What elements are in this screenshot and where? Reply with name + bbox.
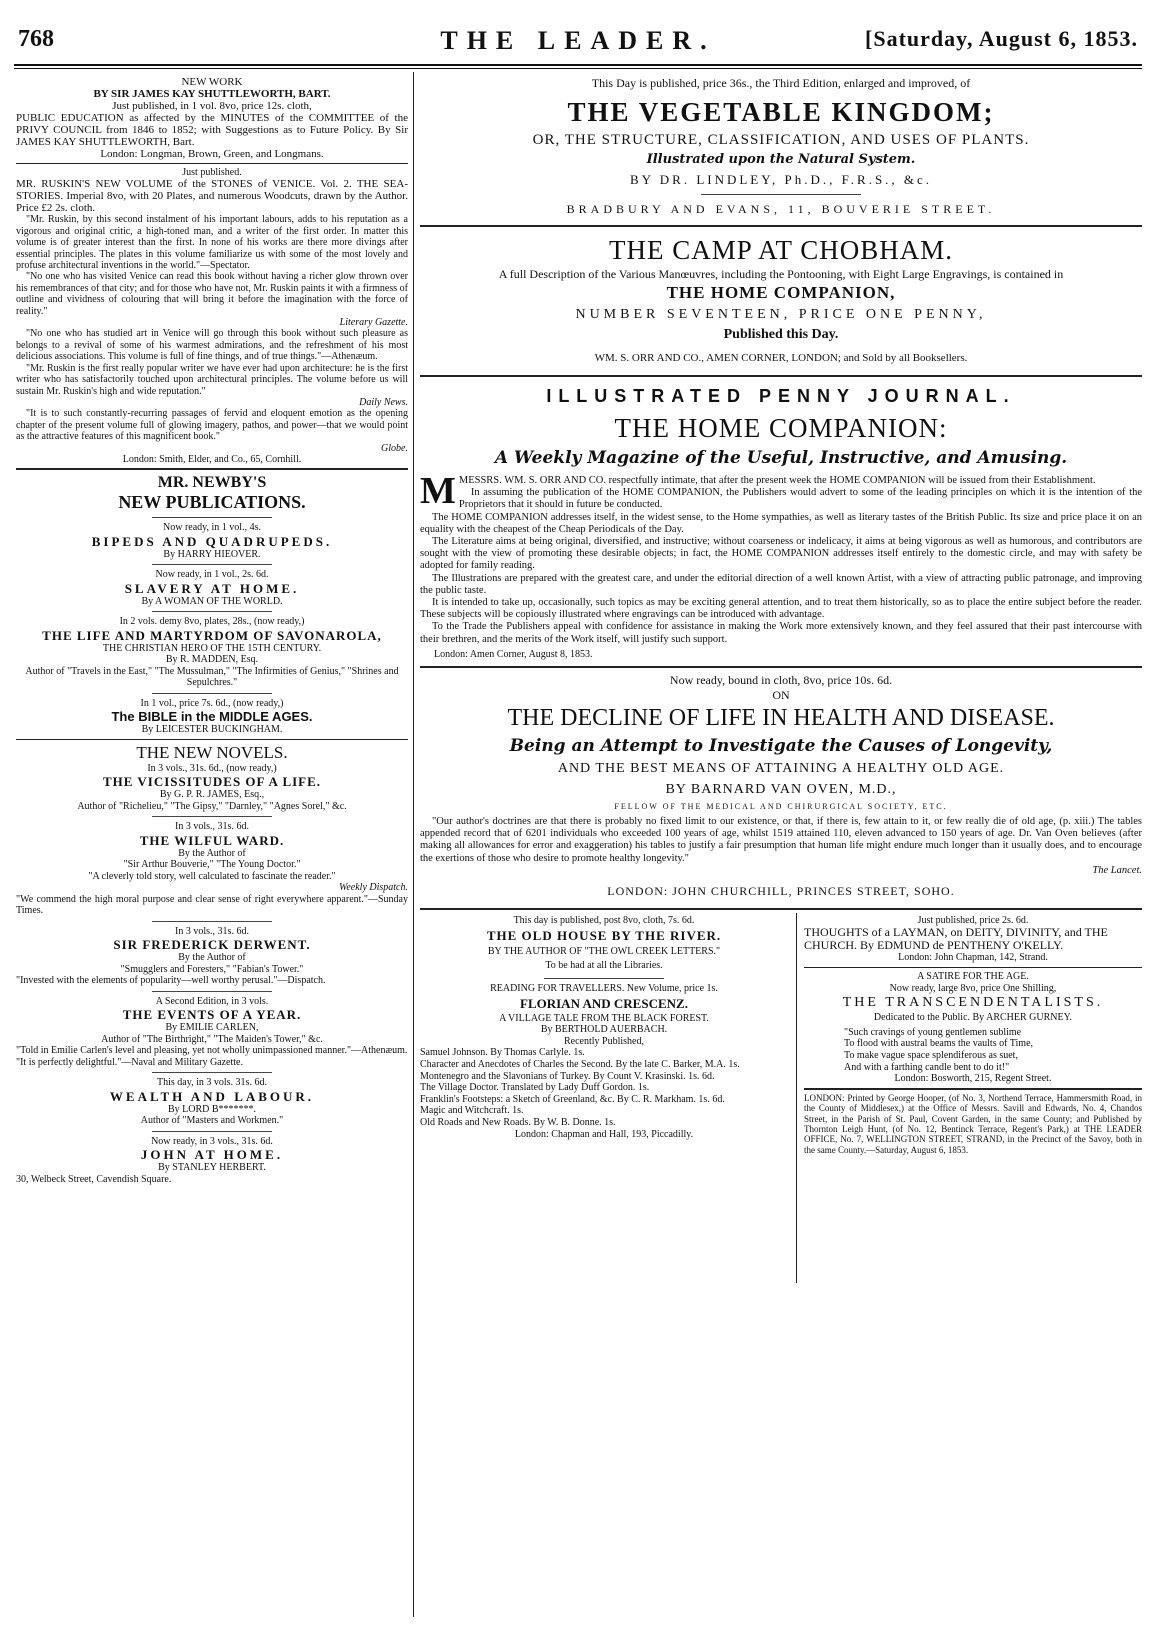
review-quote: "Our author's doctrines are that there is probably no fixed limit to our existence, or that, if there is, few attain to it, or few really die of old age, (p. xiii.) The tables appended record that of 6201 individuals who exceeded 100 years of age, whilst 1519 attained 110, eleven advanced to 150 years of age. Dr. Van Oven believes (after making all allowances for error and exaggeration) his tables to justify a fair presumption that human life might endure much longer than it usually does, and to encourage the exertions of those who desire to promote healthy longevity." [420, 816, 1142, 864]
ad-decline-of-life [420, 673, 1142, 905]
publisher-address: 30, Welbeck Street, Cavendish Square. [16, 1173, 172, 1185]
ad-ruskin [16, 167, 408, 465]
ad-shuttleworth [16, 76, 408, 160]
satire-heading: A SATIRE FOR THE AGE. [917, 971, 1029, 983]
book-price: This day is published, post 8vo, cloth, 7s. 6d. [513, 914, 695, 926]
book-price: Now ready, bound in cloth, 8vo, price 10s. 6d. [669, 673, 893, 688]
ad-publisher: London: Longman, Brown, Green, and Longmans. [100, 148, 324, 160]
ad-intro: This Day is published, price 36s., the Third Edition, enlarged and improved, of [591, 76, 971, 90]
ad-label: Just published. [182, 167, 242, 178]
ad-description: A full Description of the Various Manœuvres, including the Pontooning, with Eight Large Engravings, is contained in [498, 267, 1064, 281]
divider [152, 921, 272, 922]
divider [152, 991, 272, 992]
ad-publisher: London: Smith, Elder, and Co., 65, Cornhill. [122, 453, 302, 465]
book-subtitle: AND THE BEST MEANS OF ATTAINING A HEALTHY OLD AGE. [557, 761, 1005, 777]
divider [152, 611, 272, 612]
book-title: THE LIFE AND MARTYRDOM OF SAVONAROLA, [42, 627, 382, 643]
ad-vegetable-kingdom [420, 76, 1142, 219]
book-author: By STANLEY HERBERT. [158, 1162, 266, 1174]
review-quote: "No one who has studied art in Venice will go through this book without such pleasure as belongs to a revival of some of his warmest admirations, and the refreshment of his most delicious associations. This volume is full of fine things, and of true things."—Athenæum. [16, 328, 408, 363]
book-note: "Smugglers and Foresters," "Fabian's Tower." [120, 963, 304, 975]
book-title: THE TRANSCENDENTALISTS. [842, 995, 1104, 1011]
book-author: By EMILIE CARLEN, [165, 1022, 259, 1034]
book-price: A Second Edition, in 3 vols. [155, 995, 269, 1007]
left-column [16, 76, 408, 1616]
list-item: Old Roads and New Roads. By W. B. Donne. 1s. [420, 1116, 616, 1128]
page-number: 768 [18, 26, 54, 52]
book-author: By HARRY HIEOVER. [163, 548, 261, 560]
book-list [420, 1047, 788, 1128]
recent-heading: Recently Published, [564, 1035, 644, 1047]
review-quote: "No one who has visited Venice can read this book without having a richer glow thrown over his remembrances of that city; and for those who have not, Mr. Ruskin paints it with a firmness of outline and vividness of colouring that will bring it before the imagination with the force of reality." [16, 271, 408, 317]
book-price: Now ready, in 1 vol., 4s. [163, 522, 261, 534]
ad-camp-chobham [420, 233, 1142, 371]
book-author: By the Author of [178, 847, 246, 859]
book-note: Author of "Richelieu," "The Gipsy," "Darnley," "Agnes Sorel," &c. [77, 800, 347, 812]
book-preposition: ON [772, 688, 790, 703]
book-price: Just published, price 2s. 6d. [917, 914, 1029, 926]
book-price: Now ready, large 8vo, price One Shilling, [889, 982, 1057, 994]
review-source: Weekly Dispatch. [338, 882, 408, 894]
masthead-rule [14, 64, 1142, 69]
ad-author: BY SIR JAMES KAY SHUTTLEWORTH, BART. [93, 88, 331, 100]
book-title: THE DECLINE OF LIFE IN HEALTH AND DISEASE. [507, 705, 1055, 732]
book-title: THE WILFUL WARD. [139, 832, 285, 848]
book-title: SIR FREDERICK DERWENT. [113, 937, 311, 953]
book-title: THE VEGETABLE KINGDOM; [567, 97, 995, 127]
divider [16, 739, 408, 740]
divider [544, 978, 664, 979]
divider [804, 1088, 1142, 1090]
ad-thoughts-layman [804, 913, 1142, 1155]
masthead [14, 26, 1142, 66]
ad-publisher: BRADBURY AND EVANS, 11, BOUVERIE STREET. [566, 202, 996, 216]
divider [420, 225, 1142, 227]
column-divider [413, 72, 414, 1617]
drop-cap: M [420, 470, 456, 512]
divider [16, 163, 408, 164]
publisher-heading: NEW PUBLICATIONS. [118, 492, 306, 513]
book-author: By LORD B*******. [167, 1103, 257, 1115]
list-item: Franklin's Footsteps: a Sketch of Greenland, &c. By C. R. Markham. 1s. 6d. [420, 1093, 725, 1105]
ad-label: NEW WORK [181, 76, 243, 88]
book-title: THOUGHTS of a LAYMAN, on DEITY, DIVINITY, and THE CHURCH. By EDMUND de PENTHENY O'KELLY. [804, 925, 1108, 953]
series-heading: READING FOR TRAVELLERS. New Volume, price 1s. [490, 983, 718, 995]
book-note: Author of "Masters and Workmen." [140, 1115, 284, 1127]
ad-publisher: London: Chapman and Hall, 193, Piccadilly. [514, 1128, 694, 1140]
book-subtitle: THE CHRISTIAN HERO OF THE 15TH CENTURY. [102, 642, 322, 654]
review-quote: "Told in Emilie Carlen's level and pleasing, yet not wholly unimpassioned manner."—Athenæum. [16, 1045, 408, 1057]
divider [420, 908, 1142, 910]
divider [152, 1072, 272, 1073]
book-title: THE VICISSITUDES OF A LIFE. [102, 774, 322, 790]
book-price: This day, in 3 vols. 31s. 6d. [157, 1077, 267, 1089]
verse-line: And with a farthing candle bent to do it!" [844, 1061, 1010, 1073]
review-quote: "It is to such constantly-recurring passages of fervid and eloquent emotion as the opening chapter of the present volume full of glowing imagery, pathos, and power—that we would point as the attractive features of this magnificent book." [16, 408, 408, 443]
divider [804, 967, 1142, 968]
paragraph: In assuming the publication of the HOME COMPANION, the Publishers would advert to some of the leading principles on which it is the intention of the Proprietors that it should in future be conducted. [458, 487, 1142, 511]
book-price: In 2 vols. demy 8vo, plates, 28s., (now ready,) [119, 616, 305, 628]
book-title: WEALTH AND LABOUR. [109, 1088, 315, 1104]
ad-home-companion [420, 381, 1142, 661]
magazine-name: THE HOME COMPANION, [666, 283, 896, 302]
review-source: Literary Gazette. [339, 317, 408, 329]
book-title: The BIBLE in the MIDDLE AGES. [111, 709, 313, 725]
verse [804, 1027, 1142, 1073]
paragraph: The Illustrations are prepared with the greatest care, and under the editorial direction of a well known Artist, with a view of attracting public patronage, and improving the public taste. [420, 572, 1142, 596]
book-price: In 3 vols., 31s. 6d., (now ready,) [147, 762, 277, 774]
list-item: The Village Doctor. Translated by Lady Duff Gordon. 1s. [420, 1082, 650, 1094]
ad-newby [16, 473, 408, 1185]
ad-title: MR. RUSKIN'S NEW VOLUME of the STONES of VENICE. Vol. 2. THE SEA-STORIES. Imperial 8vo, with 20 Plates, and numerous Woodcuts, drawn by the Author. Price £2 2s. cloth. [16, 178, 408, 215]
review-quote: "Mr. Ruskin, by this second instalment of his important labours, adds to his reputation as a vigorous and original critic, a high-toned man, and a writer of the first order. In matter this volume is of greater interest than the first. In none of his works are there more divings after essential principles. The plates in this volume familiarize us with some of the most lovely and profuse architectural inventions in the world."—Spectator. [16, 214, 408, 272]
divider [152, 517, 272, 518]
ad-publisher: LONDON: JOHN CHURCHILL, PRINCES STREET, SOHO. [607, 883, 955, 898]
book-note: "Sir Arthur Bouverie," "The Young Doctor." [123, 859, 301, 871]
subheadline: A Weekly Magazine of the Useful, Instructive, and Amusing. [494, 448, 1068, 468]
book-title: SLAVERY AT HOME. [124, 580, 300, 596]
book-price: In 3 vols., 31s. 6d. [175, 925, 249, 937]
ad-publisher: London: John Chapman, 142, Strand. [898, 952, 1048, 964]
book-title: FLORIAN AND CRESCENZ. [520, 995, 688, 1011]
book-author: BY BARNARD VAN OVEN, M.D., [665, 782, 897, 798]
book-title: THE OLD HOUSE BY THE RIVER. [486, 928, 722, 944]
book-price: In 1 vol., price 7s. 6d., (now ready,) [140, 697, 284, 709]
book-title: JOHN AT HOME. [140, 1147, 284, 1163]
book-subtitle: A VILLAGE TALE FROM THE BLACK FOREST. [499, 1012, 709, 1024]
book-author: By A WOMAN OF THE WORLD. [141, 595, 283, 607]
paragraph: It is intended to take up, occasionally, such topics as may be exciting general attention, and to treat them historically, so as to place the entire subject before the reader. These subjects will be copiously illustrated where engravings can be introduced with advantage. [420, 597, 1142, 621]
author-credentials: FELLOW OF THE MEDICAL AND CHIRURGICAL SOCIETY, ETC. [614, 802, 948, 812]
divider [701, 194, 861, 195]
divider [16, 468, 408, 470]
list-item: Samuel Johnson. By Thomas Carlyle. 1s. [420, 1047, 585, 1059]
review-quote: "It is perfectly delightful."—Naval and Military Gazette. [16, 1056, 243, 1068]
verse-line: To flood with austral beams the vaults of Time, [844, 1038, 1034, 1050]
paragraph: The HOME COMPANION addresses itself, in the widest sense, to the Home sympathies, as well as literary tastes of the British Public. Its size and price place it on an equality with the cheapest of the Cheap Periodicals of the Day. [420, 511, 1142, 535]
list-item: Montenegro and the Slavonians of Turkey. By Count V. Krasinski. 1s. 6d. [420, 1070, 715, 1082]
ad-publisher: London: Bosworth, 215, Regent Street. [894, 1073, 1052, 1085]
divider [420, 666, 1142, 668]
publish-note: Published this Day. [723, 327, 839, 342]
ad-publisher: WM. S. ORR AND CO., AMEN CORNER, LONDON; and Sold by all Booksellers. [594, 352, 968, 364]
paragraph: MMESSRS. WM. S. ORR AND CO. respectfully intimate, that after the present week the HOME COMPANION will be issued from their Establishment. [420, 470, 1096, 512]
ad-title: PUBLIC EDUCATION as affected by the MINUTES of the COMMITTEE of the PRIVY COUNCIL from 1846 to 1852; with Suggestions as to Future Policy. By Sir JAMES KAY SHUTTLEWORTH, Bart. [16, 112, 408, 148]
divider [152, 693, 272, 694]
book-price: Now ready, in 1 vol., 2s. 6d. [155, 569, 269, 581]
issue-number: NUMBER SEVENTEEN, PRICE ONE PENNY, [575, 307, 987, 322]
divider [420, 375, 1142, 377]
verse-line: To make vague space splendiferous as suet, [844, 1050, 1018, 1062]
book-author: BY THE AUTHOR OF "THE OWL CREEK LETTERS." [487, 946, 721, 958]
book-title: BIPEDS AND QUADRUPEDS. [91, 533, 333, 549]
review-quote: "A cleverly told story, well calculated to fascinate the reader." [88, 870, 336, 882]
book-author: By G. P. R. JAMES, Esq., [159, 789, 265, 801]
availability-note: To be had at all the Libraries. [545, 960, 663, 972]
book-price: Now ready, in 3 vols., 31s. 6d. [151, 1135, 273, 1147]
book-subtitle: Being an Attempt to Investigate the Causes of Longevity, [509, 736, 1053, 757]
list-item: Character and Anecdotes of Charles the Second. By the late C. Barker, M.A. 1s. [420, 1059, 740, 1071]
book-author: By LEICESTER BUCKINGHAM. [141, 724, 283, 736]
book-author: By the Author of [178, 952, 246, 964]
book-author: By R. MADDEN, Esq. [165, 654, 259, 666]
review-quote: "Mr. Ruskin is the first really popular writer we have ever had upon architecture: he is the first writer who has satisfactorily touched upon architectural principles. The volume before us will sustain Mr. Ruskin's high and wide reputation." [16, 362, 408, 397]
book-note: Author of "The Birthright," "The Maiden's Tower," &c. [101, 1033, 323, 1045]
review-source: Daily News. [359, 396, 408, 408]
bottom-ads [420, 913, 1142, 1285]
list-item: Magic and Witchcraft. 1s. [420, 1105, 524, 1117]
paragraph: To the Trade the Publishers appeal with confidence for assistance in making the Work more extensively known, and they feel assured that their past intercourse with their brethren, and the merits of the Work itself, will justify such support. [420, 621, 1142, 645]
paragraph: The Literature aims at being original, diversified, and instructive; without coarseness or indelicacy, it aims at being vigorous as well as humorous, and contributors are sought with the view of promoting these desirable objects; in fact, the HOME COMPANION addresses itself entirely to the domestic circle, and may with safety be adopted for family reading. [420, 536, 1142, 572]
ad-old-house [420, 913, 788, 1140]
illustration-note: Illustrated upon the Natural System. [646, 152, 916, 167]
section-heading: ILLUSTRATED PENNY JOURNAL. [546, 386, 1016, 406]
right-column [420, 76, 1142, 1616]
headline: THE CAMP AT CHOBHAM. [608, 235, 954, 265]
ad-price: Just published, in 1 vol. 8vo, price 12s. cloth, [112, 100, 312, 112]
divider [152, 564, 272, 565]
book-author: BY DR. LINDLEY, Ph.D., F.R.S., &c. [629, 172, 933, 187]
newspaper-title: THE LEADER. [440, 26, 716, 55]
book-dedication: Dedicated to the Public. By ARCHER GURNEY. [873, 1012, 1073, 1024]
book-note: Author of "Travels in the East," "The Mussulman," "The Infirmities of Genius," "Shrines and Sepulchres." [25, 665, 399, 689]
verse-line: "Such cravings of young gentlemen sublime [844, 1026, 1022, 1038]
divider [152, 1131, 272, 1132]
headline: THE HOME COMPANION: [614, 413, 948, 443]
book-price: In 3 vols., 31s. 6d. [175, 821, 249, 833]
book-title: THE EVENTS OF A YEAR. [122, 1007, 302, 1023]
dateline: London: Amen Corner, August 8, 1853. [434, 648, 593, 660]
publisher-heading: MR. NEWBY'S [157, 474, 267, 492]
novels-heading: THE NEW NOVELS. [136, 742, 288, 762]
divider [152, 816, 272, 817]
book-author: By BERTHOLD AUERBACH. [540, 1024, 668, 1036]
issue-date: [Saturday, August 6, 1853. [865, 26, 1138, 51]
review-source: The Lancet. [1092, 864, 1142, 876]
review-quote: "Invested with the elements of popularity—well worthy perusal."—Dispatch. [16, 975, 326, 987]
column-divider [796, 913, 797, 1283]
printer-imprint: LONDON: Printed by George Hooper, (of No. 3, Northend Terrace, Hammersmith Road, in the County of Middlesex,) at the Office of Messrs. Savill and Edwards, No. 4, Chandos Street, in the Parish of St. Paul, Covent Garden, in the same County; and Published by Thornton Leigh Hunt, (of No. 12, Bentinck Terrace, Regent's Park,) at THE LEADER OFFICE, No. 7, WELLINGTON STREET, STRAND, in the Precinct of the Savoy, both in the same County.—Saturday, August 6, 1853. [804, 1092, 1142, 1155]
review-quote: "We commend the high moral purpose and clear sense of right everywhere apparent."—Sunday Times. [16, 893, 408, 917]
review-source: Globe. [381, 442, 408, 454]
book-subtitle: OR, THE STRUCTURE, CLASSIFICATION, AND USES OF PLANTS. [532, 132, 1030, 148]
